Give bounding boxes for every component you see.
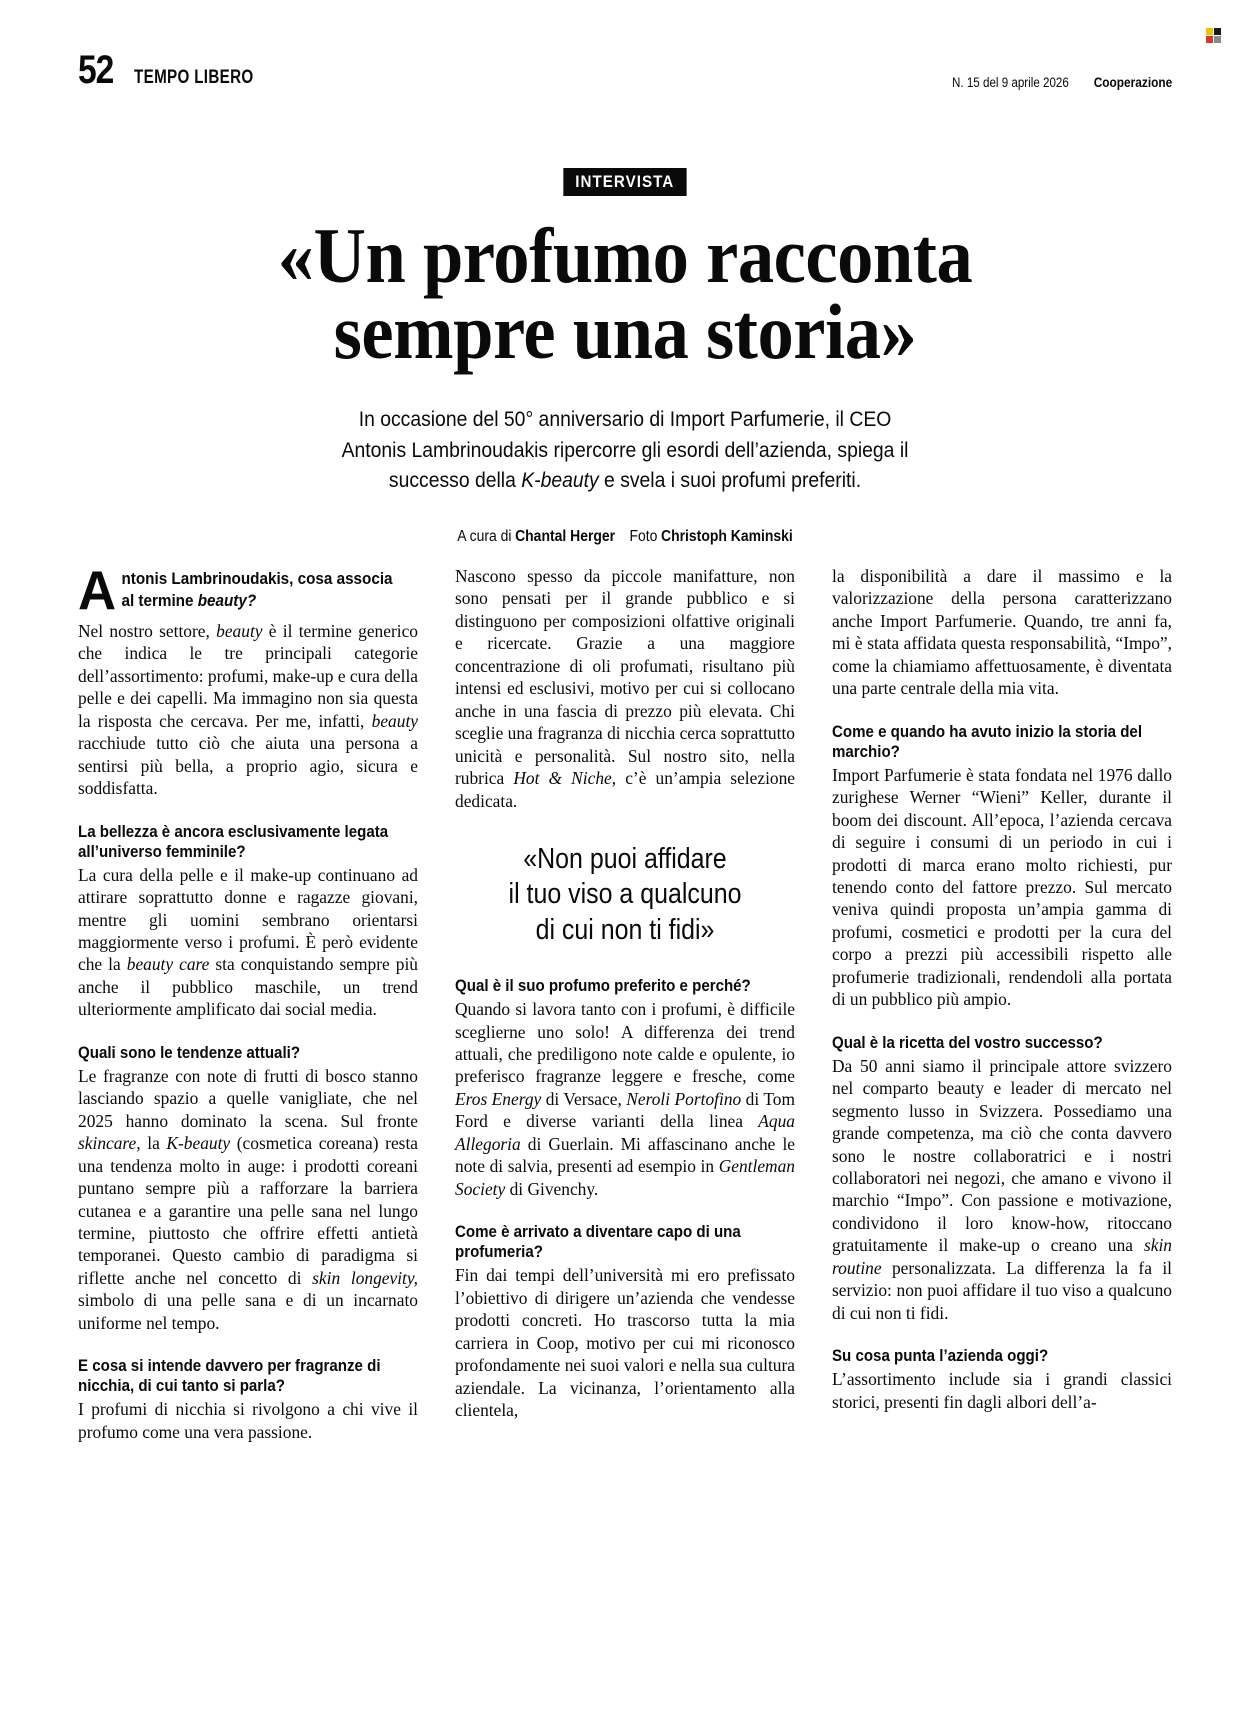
article-column-3 (832, 565, 1172, 1443)
opening-question-part-1: ntonis Lambrinoudakis, cosa associa al termine (121, 570, 393, 611)
opening-question-italic: beauty? (197, 592, 257, 611)
article-columns (78, 559, 1172, 1443)
answer-1-a: Nel nostro settore, (78, 621, 217, 641)
pull-quote-line-2: il tuo viso a qualcuno (508, 878, 742, 911)
drop-cap: A (78, 559, 117, 621)
issue-info: N. 15 del 9 aprile 2026 (951, 75, 1069, 90)
byline-author-label: A cura di (457, 527, 512, 545)
answer-2-a: La cura della pelle e il make-up continuano ad attirare soprattutto donne e ragazze giovani, mentre gli uomini sembrano orientarsi maggiormente verso i profumi. È però evidente che la (78, 864, 418, 975)
standfirst-part-1: In occasione del 50° anniversario di Import Parfumerie, il CEO Antonis Lambrinoudakis ripercorre gli esordi dell’azienda, spiega il successo della (341, 407, 909, 493)
paragraph-answer-4: I profumi di nicchia si rivolgono a chi vive il profumo come una vera passione. (78, 1399, 418, 1442)
byline-photo-label: Foto (629, 527, 658, 545)
answer-4-cont-a: Nascono spesso da piccole manifatture, non sono pensati per il grande pubblico e si distinguono per composizioni olfattive originali e ricercate. Grazie a una maggiore concentrazione di oli profumati, risultano più intensi ed esclusivi, motivo per cui si collocano anche in una fascia di prezzo più elevata. Chi sceglie una fragranza di nicchia cerca soprattutto unicità e personalità. Sul nostro sito, nella rubrica (455, 566, 795, 789)
answer-1-b: è il termine generico che indica le tre principali categorie dell’assortimento: profumi, make-up e cura della pelle e dei capelli. Ma immagino non sia questa la risposta che cercava. Per me, infatti, (78, 621, 418, 731)
answer-1-i2: beauty (371, 710, 418, 731)
paragraph-answer-1 (78, 620, 418, 800)
answer-5-c: di Tom Ford e diverse varianti della linea (455, 1088, 795, 1132)
answer-3-c: (cosmetica coreana) resta una tendenza molto in auge: i prodotti coreani puntano sempre più a rafforzare la barriera cutanea e a garantire una pelle sana nel lungo termine, piuttosto che offrire effetti antietà temporanei. Questo cambio di paradigma si riflette anche nel concetto di (78, 1133, 418, 1288)
byline (133, 528, 1118, 546)
standfirst (328, 404, 922, 496)
question-heading-6: Come è arrivato a diventare capo di una profumeria? (455, 1223, 741, 1262)
pull-quote (479, 842, 771, 948)
running-head (78, 50, 1172, 96)
paragraph-answer-6: Fin dai tempi dell’università mi ero prefissato l’obiettivo di dirigere un’azienda che vendesse prodotti concreti. Ho trascorso tutta la mia carriera in Coop, motivo per cui mi riconosco profondamente nei suoi valori e nella sua cultura aziendale. La vicinanza, l’orientamento alla clientela, (455, 1265, 795, 1420)
paragraph-answer-6-continued: la disponibilità a dare il massimo e la valorizzazione della persona caratterizzano anche Import Parfumerie. Quando, tre anni fa, mi è stata affidata questa responsabilità, “Impo”, come la chiamiamo affettuosamente, è diventata una parte centrale della mia vita. (832, 566, 1172, 699)
question-heading-7: Come e quando ha avuto inizio la storia del marchio? (832, 722, 1143, 761)
page-number: 52 (78, 48, 114, 92)
article-column-1 (78, 559, 418, 1443)
question-heading-5: Qual è il suo profumo preferito e perché? (455, 977, 751, 996)
headline-line-2: sempre una storia» (333, 287, 917, 375)
answer-1-i1: beauty (216, 621, 263, 641)
article-column-2 (455, 565, 795, 1443)
answer-3-i1: skincare, (78, 1133, 141, 1154)
answer-3-i3: skin longevity, (312, 1267, 418, 1288)
answer-8-b: personalizzata. La differenza la fa il servizio: non puoi affidare il tuo viso a qualcuno di cui non ti fidi. (832, 1257, 1172, 1323)
masthead-name: Cooperazione (1093, 75, 1172, 90)
opening-question (78, 559, 418, 621)
answer-5-i4: Gentleman Society (455, 1156, 795, 1199)
running-head-left (78, 50, 284, 90)
answer-5-i2: Neroli Portofino (626, 1088, 742, 1109)
title-block (78, 168, 1172, 546)
byline-author-name: Chantal Herger (515, 527, 616, 545)
pull-quote-line-1: «Non puoi affidare (523, 842, 727, 875)
answer-4-cont-b: , c’è un’ampia selezione dedicata. (455, 768, 796, 811)
standfirst-italic-term: K-beauty (521, 468, 599, 493)
answer-1-c: racchiude tutto ciò che aiuta una persona a sentirsi più bella, a proprio agio, sicura e soddisfatta. (78, 733, 418, 799)
answer-4-i1: Hot & Niche (513, 768, 612, 789)
paragraph-answer-9: L’assortimento include sia i grandi classici storici, presenti fin dagli albori dell’a- (832, 1369, 1172, 1412)
answer-3-b: la (140, 1133, 167, 1154)
answer-5-i3: Aqua Allegoria (455, 1111, 795, 1154)
question-heading-2: La bellezza è ancora esclusivamente legata all’universo femminile? (78, 822, 389, 861)
running-head-right (933, 75, 1172, 90)
byline-photo-name: Christoph Kaminski (661, 527, 793, 545)
question-heading-9: Su cosa punta l’azienda oggi? (832, 1347, 1049, 1366)
registration-mark-icon (1206, 28, 1222, 44)
answer-3-i2: K-beauty (166, 1133, 231, 1154)
answer-8-i1: skin routine (832, 1235, 1172, 1278)
paragraph-answer-4-continued (455, 565, 795, 812)
answer-5-e: di Givenchy. (505, 1178, 599, 1199)
pull-quote-line-3: di cui non ti fidi» (535, 913, 715, 946)
paragraph-answer-2 (78, 864, 418, 1021)
answer-3-a: Le fragranze con note di frutti di bosco stanno lasciando spazio a quelle vanigliate, che nel 2025 hanno dominato la scena. Sul fronte (78, 1065, 418, 1131)
section-title: TEMPO LIBERO (134, 67, 254, 88)
standfirst-part-2: e svela i suoi profumi preferiti. (598, 468, 862, 493)
paragraph-answer-8 (832, 1055, 1172, 1324)
paragraph-answer-3 (78, 1065, 418, 1334)
answer-2-i1: beauty care (126, 954, 210, 975)
paragraph-answer-7: Import Parfumerie è stata fondata nel 1976 dallo zurighese Werner “Wieni” Keller, durante il boom dei discount. All’epoca, l’azienda cercava di seguire i consumi di un periodo in cui i prodotti di marca erano molto richiesti, pur tenendo conto del fattore prezzo. Sul mercato veniva quindi proposta un’ampia gamma di profumi, cosmetici e prodotti per la cura del corpo a prezzi più accessibili rispetto alle profumerie tradizionali, rendendoli alla portata di un pubblico più ampio. (832, 764, 1172, 1010)
answer-8-a: Da 50 anni siamo il principale attore svizzero nel comparto beauty e leader di mercato nel segmento lusso in Svizzera. Possediamo una grande competenza, ma ciò che conta davvero sono le nostre collaboratrici e i nostri collaboratori nei negozi, che amano e vivono il marchio “Impo”. Con passione e motivazione, condividono il loro know-how, ritoccano gratuitamente il make-up o creano una (832, 1055, 1172, 1256)
answer-5-d: di Guerlain. Mi affascinano anche le note di salvia, presenti ad esempio in (455, 1133, 795, 1177)
paragraph-answer-5 (455, 998, 795, 1200)
answer-5-b: di Versace, (541, 1088, 627, 1109)
question-heading-3: Quali sono le tendenze attuali? (78, 1043, 301, 1062)
page-title (116, 211, 1133, 375)
answer-5-a: Quando si lavora tanto con i profumi, è difficile sceglierne uno solo! A differenza dei trend attuali, che prediligono note calde e opulente, io preferisco fragranze leggere e fresche, come (455, 999, 795, 1087)
question-heading-4: E cosa si intende davvero per fragranze di nicchia, di cui tanto si parla? (78, 1357, 381, 1396)
answer-3-d: simbolo di una pelle sana e di un incarnato uniforme nel tempo. (78, 1290, 418, 1333)
answer-2-b: sta conquistando sempre più anche il pubblico maschile, un trend ulteriormente amplificato dai social media. (78, 954, 418, 1020)
kicker-badge: INTERVISTA (564, 168, 687, 196)
question-heading-8: Qual è la ricetta del vostro successo? (832, 1033, 1103, 1052)
headline-line-1: «Un profumo racconta (277, 211, 973, 299)
opening-question-text (78, 559, 394, 621)
answer-5-i1: Eros Energy (455, 1088, 542, 1109)
